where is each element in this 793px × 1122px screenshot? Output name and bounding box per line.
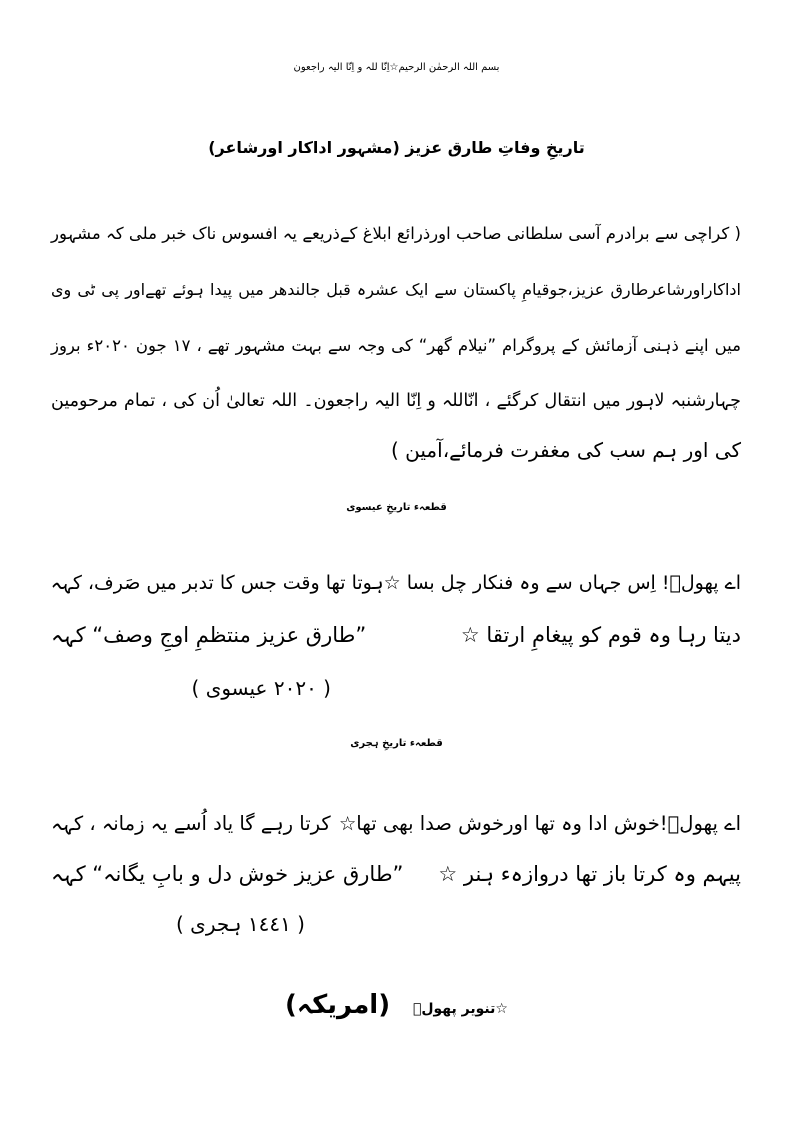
qita-eesvi-verse-1 <box>51 572 741 594</box>
intro-line-5: کی اور ہم سب کی مغفرت فرمائے،آمین ) <box>391 438 741 462</box>
intro-line-2: اداکاراورشاعرطارق عزیز،جوقیامِ پاکستان سے ایک عشرہ قبل جالندھر میں پیدا ہوئے تھےاور پی ٹی وی <box>51 280 741 299</box>
author-signature <box>0 990 793 1020</box>
intro-line-1: ( کراچی سے برادرم آسی سلطانی صاحب اورذرائع ابلاغ کےذریعے یہ افسوس ناک خبر ملی کہ مشہور <box>51 224 741 243</box>
page-title: تاریخِ وفاتِ طارق عزیز (مشہور اداکار اورشاعر) <box>208 138 585 157</box>
qita-eesvi-verse-2-first-half: دیتا رہا وہ قوم کو پیغامِ ارتقا ☆ <box>460 623 741 647</box>
qita-hijri-heading: قطعہء تاریخِ ہجری <box>350 738 443 749</box>
qita-eesvi-verse-2-second-half: ”طارق عزیز منتظمِ اوجِ وصف“ کہہ <box>51 623 367 647</box>
qita-hijri-verse-2-second-half: ”طارق عزیز خوش دل و بابِ یگانہ“ کہہ <box>51 862 404 886</box>
qita-eesvi-heading: قطعہء تاریخِ عیسوی <box>346 502 447 513</box>
bismillah-line: بسم اللہ الرحمٰن الرحیم☆اِنّا للہ و اِنّا الیہ راجعون <box>293 62 500 73</box>
qita-eesvi-verse-2 <box>51 623 741 647</box>
qita-hijri-verse-1-first-half: اے پھولؔ!خوش ادا وہ تھا اورخوش صدا بھی تھا☆ <box>338 812 741 835</box>
author-name: ☆تنویر پھولؔ <box>412 1001 508 1017</box>
qita-hijri-year: ( ١٤٤١ ہجری ) <box>176 912 305 936</box>
qita-eesvi-verse-1-first-half: اے پھولؔ! اِس جہاں سے وہ فنکار چل بسا ☆ <box>383 572 741 594</box>
author-location: (امریکہ) <box>285 990 391 1020</box>
qita-hijri-verse-2-first-half: پیہم وہ کرتا باز تھا دروازہء ہنر ☆ <box>438 862 741 886</box>
intro-line-4: چہارشنبہ لاہور میں انتقال کرگئے ، انّاللہ و اِنّا الیہ راجعون۔ اللہ تعالیٰ اُن کی ، تمام مرحومین <box>51 391 741 411</box>
qita-eesvi-verse-1-second-half: ہوتا تھا وقت جس کا تدبر میں صَرف، کہہ <box>50 572 384 594</box>
qita-hijri-verse-1 <box>51 812 741 835</box>
intro-line-3: میں اپنے ذہنی آزمائش کے پروگرام ”نیلام گھر“ کی وجہ سے بہت مشہور تھے ، ١٧ جون ٢٠٢٠ء بروز <box>51 336 741 355</box>
qita-hijri-verse-2 <box>51 862 741 886</box>
qita-eesvi-year: ( ٢٠٢٠ عیسوی ) <box>191 676 331 700</box>
qita-hijri-verse-1-second-half: کرتا رہے گا یاد اُسے یہ زمانہ ، کہہ <box>51 812 331 835</box>
